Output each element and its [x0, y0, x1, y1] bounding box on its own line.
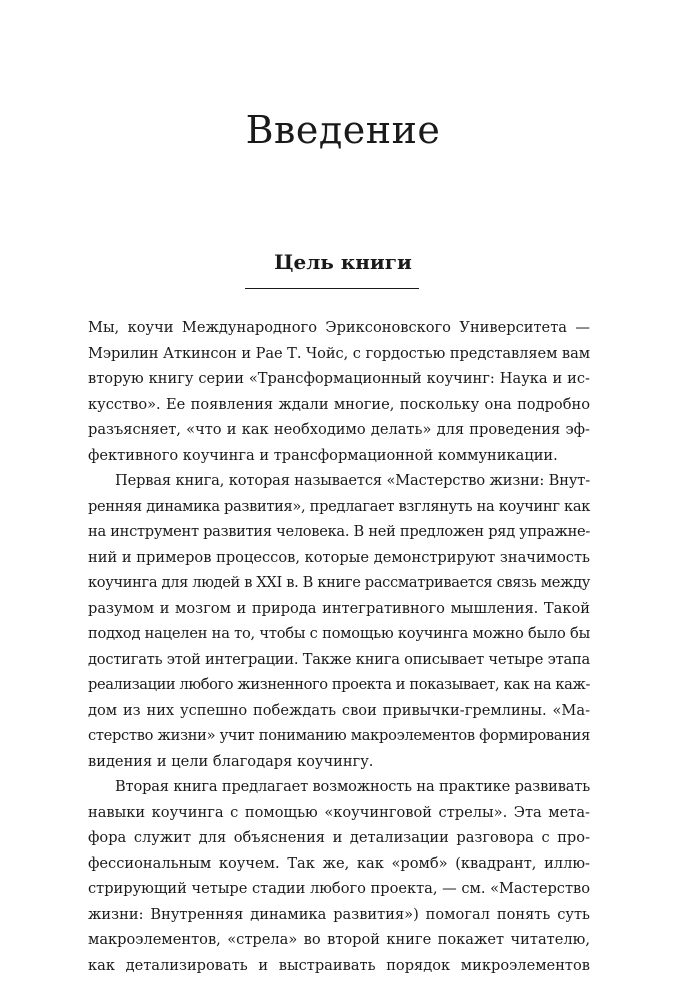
text-line: достигать этой интеграции. Также книга описывает четыре этапа — [88, 650, 590, 668]
section-divider — [245, 288, 419, 289]
text-line: навыки коучинга с помощью «коучинговой стрелы». Эта мета- — [88, 803, 590, 821]
text-line: Мы, коучи Международного Эриксоновского Университета — — [88, 319, 590, 336]
text-line: Первая книга, которая называется «Мастерство жизни: Внут- — [115, 472, 591, 489]
text-line: макроэлементов, «стрела» во второй книге покажет читателю, — [88, 931, 590, 948]
text-line: кусство». Ее появления ждали многие, поскольку она подробно — [88, 395, 590, 413]
text-line: вторую книгу серии «Трансформационный коучинг: Наука и ис- — [88, 370, 590, 387]
text-line: фора служит для объяснения и детализации разговора с про- — [88, 829, 590, 846]
text-line: жизни: Внутренняя динамика развития») помогал понять суть — [88, 905, 590, 923]
text-line: подход нацелен на то, чтобы с помощью коучинга можно было бы — [88, 625, 591, 642]
text-line: разъясняет, «что и как необходимо делать» для проведения эф- — [88, 421, 590, 438]
text-line: фессиональным коучем. Так же, как «ромб» (квадрант, иллю- — [88, 854, 590, 872]
text-line: ний и примеров процессов, которые демонстрируют значимость — [88, 548, 590, 566]
text-line: на инструмент развития человека. В ней предложен ряд упражне- — [88, 523, 591, 540]
text-line: разумом и мозгом и природа интегративного мышления. Такой — [88, 599, 590, 617]
text-line: стерство жизни» учит пониманию макроэлементов формирования — [88, 727, 591, 744]
text-line: реализации любого жизненного проекта и показывает, как на каж- — [88, 676, 591, 693]
text-line: стрирующий четыре стадии любого проекта, — см. «Мастерство — [88, 880, 591, 897]
body-text — [88, 315, 590, 978]
text-line: ренняя динамика развития», предлагает взглянуть на коучинг как — [88, 497, 591, 515]
section-title: Цель книги — [274, 250, 412, 274]
text-line: коучинга для людей в XXI в. В книге рассматривается связь между — [88, 574, 590, 591]
text-line: видения и цели благодаря коучингу. — [88, 752, 374, 770]
text-line: фективного коучинга и трансформационной коммуникации. — [88, 446, 558, 464]
text-line: Вторая книга предлагает возможность на практике развивать — [115, 778, 591, 795]
text-line: дом из них успешно побеждать свои привычки-гремлины. «Ма- — [88, 701, 590, 719]
chapter-title: Введение — [245, 108, 441, 152]
text-line: как детализировать и выстраивать порядок микроэлементов — [88, 956, 590, 974]
text-line: Мэрилин Аткинсон и Рае Т. Чойс, с гордостью представляем вам — [88, 344, 590, 362]
